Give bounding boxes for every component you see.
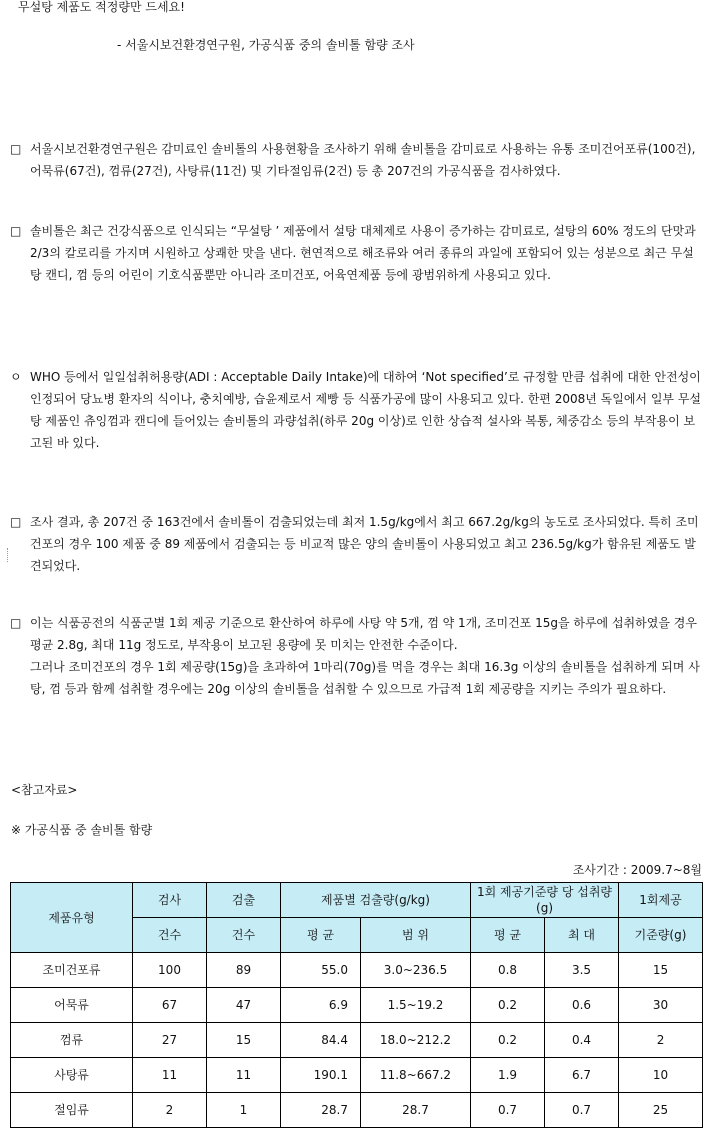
header-intake-max: 최 대 <box>545 918 619 953</box>
cell-serving: 15 <box>619 953 703 988</box>
cell-detected: 47 <box>207 988 281 1023</box>
table-caption: ※ 가공식품 중 솔비톨 함량 <box>11 823 153 837</box>
cell-range: 3.0~236.5 <box>361 953 471 988</box>
margin-marker <box>0 548 8 562</box>
cell-serving: 25 <box>619 1093 703 1128</box>
paragraph-text-continued: 그러나 조미건포의 경우 1회 제공량(15g)을 초과하여 1마리(70g)를 먹을 경우는 최대 16.3g 이상의 솔비톨을 섭취하게 되며 사탕, 껌 등과 함께 섭취할 경우에는 20g 이상의 솔비톨을 섭취할 수 있으므로 가급적 1회 제공량을 지키는 주의가 필요하다. <box>30 660 700 696</box>
paragraph-results <box>10 511 702 577</box>
header-amount-avg: 평 균 <box>281 918 361 953</box>
paragraph-who <box>10 366 702 454</box>
cell-intake-avg: 0.8 <box>471 953 545 988</box>
cell-detected: 89 <box>207 953 281 988</box>
cell-intake-max: 0.6 <box>545 988 619 1023</box>
document-title: 무설탕 제품도 적정량만 드세요! <box>18 0 185 14</box>
cell-serving: 2 <box>619 1023 703 1058</box>
paragraph-text: 조사 결과, 총 207건 중 163건에서 솔비톨이 검출되었는데 최저 1.5g/kg에서 최고 667.2g/kg의 농도로 조사되었다. 특히 조미건포의 경우 100 제품 중 89 제품에서 검출되는 등 비교적 많은 양의 솔비톨이 사용되었고 최고 236.5g/kg가 함유된 제품도 발견되었다. <box>30 515 699 573</box>
table-row <box>11 988 703 1023</box>
cell-range: 28.7 <box>361 1093 471 1128</box>
paragraph-text: 이는 식품공전의 식품군별 1회 제공 기준으로 환산하여 하루에 사탕 약 5개, 껌 약 1개, 조미건포 15g을 하루에 섭취하였을 경우 평균 2.8g, 최대 11g 정도로, 부작용이 보고된 용량에 못 미치는 안전한 수준이다. <box>30 616 697 652</box>
checkbox-bullet-icon: □ <box>10 224 22 238</box>
checkbox-bullet-icon: □ <box>10 142 22 156</box>
cell-avg: 190.1 <box>281 1058 361 1093</box>
header-detected-count: 건수 <box>207 918 281 953</box>
cell-avg: 84.4 <box>281 1023 361 1058</box>
cell-avg: 6.9 <box>281 988 361 1023</box>
cell-intake-max: 0.7 <box>545 1093 619 1128</box>
cell-tested: 2 <box>133 1093 207 1128</box>
cell-range: 18.0~212.2 <box>361 1023 471 1058</box>
header-serving: 1회제공 <box>619 883 703 918</box>
sorbitol-content-table <box>10 882 703 1128</box>
cell-type: 절임류 <box>11 1093 133 1128</box>
cell-type: 사탕류 <box>11 1058 133 1093</box>
survey-period: 조사기간 : 2009.7~8월 <box>572 863 702 877</box>
cell-intake-max: 6.7 <box>545 1058 619 1093</box>
header-tested: 검사 <box>133 883 207 918</box>
source-line: - 서울시보건환경연구원, 가공식품 중의 솔비톨 함량 조사 <box>117 38 415 52</box>
checkbox-bullet-icon: □ <box>10 616 22 630</box>
cell-serving: 10 <box>619 1058 703 1093</box>
table-row <box>11 1058 703 1093</box>
paragraph-text: 서울시보건환경연구원은 감미료인 솔비톨의 사용현황을 조사하기 위해 솔비톨을 감미료로 사용하는 유통 조미건어포류(100건), 어묵류(67건), 껌류(27건), 사탕류(11건) 및 기타절임류(2건) 등 총 207건의 가공식품을 검사하였다. <box>30 142 696 178</box>
cell-range: 11.8~667.2 <box>361 1058 471 1093</box>
table-row <box>11 953 703 988</box>
cell-detected: 15 <box>207 1023 281 1058</box>
paragraph-body <box>30 612 702 700</box>
header-amount: 제품별 검출량(g/kg) <box>281 883 471 918</box>
paragraph-text: WHO 등에서 일일섭취허용량(ADI : Acceptable Daily Intake)에 대하여 ‘Not specified’로 규정할 만큼 섭취에 대한 안전성이 인정되어 당뇨병 환자의 식이나, 충치예방, 습윤제로서 제빵 등 식품가공에 많이 사용되고 있다. 한편 2008년 독일에서 일부 무설탕 제품인 츄잉껌과 캔디에 들어있는 솔비톨의 과량섭취(하루 20g 이상)로 인한 상습적 설사와 복통, 체중감소 등의 부작용이 보고된 바 있다. <box>30 370 702 450</box>
cell-intake-avg: 0.7 <box>471 1093 545 1128</box>
cell-serving: 30 <box>619 988 703 1023</box>
paragraph-text: 솔비톨은 최근 건강식품으로 인식되는 “무설탕 ’ 제품에서 설탕 대체제로 사용이 증가하는 감미료로, 설탕의 60% 정도의 단맛과 2/3의 칼로리를 가지며 시원하고 상쾌한 맛을 낸다. 현연적으로 해조류와 여러 종류의 과일에 포함되어 있는 성분으로 최근 무설탕 캔디, 껌 등의 어린이 기호식품뿐만 아니라 조미건포, 어육연제품 등에 광범위하게 사용되고 있다. <box>30 224 696 282</box>
header-detected: 검출 <box>207 883 281 918</box>
header-intake-avg: 평 균 <box>471 918 545 953</box>
table-row <box>11 1023 703 1058</box>
paragraph-survey <box>10 138 702 182</box>
paragraph-sorbitol <box>10 220 702 308</box>
cell-tested: 11 <box>133 1058 207 1093</box>
table-row <box>11 1093 703 1128</box>
header-amount-range: 범 위 <box>361 918 471 953</box>
cell-intake-avg: 0.2 <box>471 988 545 1023</box>
circle-bullet-icon: ㅇ <box>10 370 22 384</box>
header-product-type: 제품유형 <box>11 883 133 953</box>
cell-intake-avg: 1.9 <box>471 1058 545 1093</box>
cell-tested: 27 <box>133 1023 207 1058</box>
cell-type: 어묵류 <box>11 988 133 1023</box>
cell-tested: 100 <box>133 953 207 988</box>
header-tested-count: 건수 <box>133 918 207 953</box>
cell-intake-avg: 0.2 <box>471 1023 545 1058</box>
cell-avg: 55.0 <box>281 953 361 988</box>
cell-tested: 67 <box>133 988 207 1023</box>
header-intake: 1회 제공기준량 당 섭취량(g) <box>471 883 619 918</box>
cell-avg: 28.7 <box>281 1093 361 1128</box>
cell-detected: 1 <box>207 1093 281 1128</box>
cell-intake-max: 3.5 <box>545 953 619 988</box>
paragraph-conclusion <box>10 612 702 722</box>
cell-intake-max: 0.4 <box>545 1023 619 1058</box>
cell-range: 1.5~19.2 <box>361 988 471 1023</box>
header-serving-size: 기준량(g) <box>619 918 703 953</box>
cell-type: 껌류 <box>11 1023 133 1058</box>
cell-type: 조미건포류 <box>11 953 133 988</box>
checkbox-bullet-icon: □ <box>10 515 22 529</box>
references-label: <참고자료> <box>11 783 78 797</box>
cell-detected: 11 <box>207 1058 281 1093</box>
